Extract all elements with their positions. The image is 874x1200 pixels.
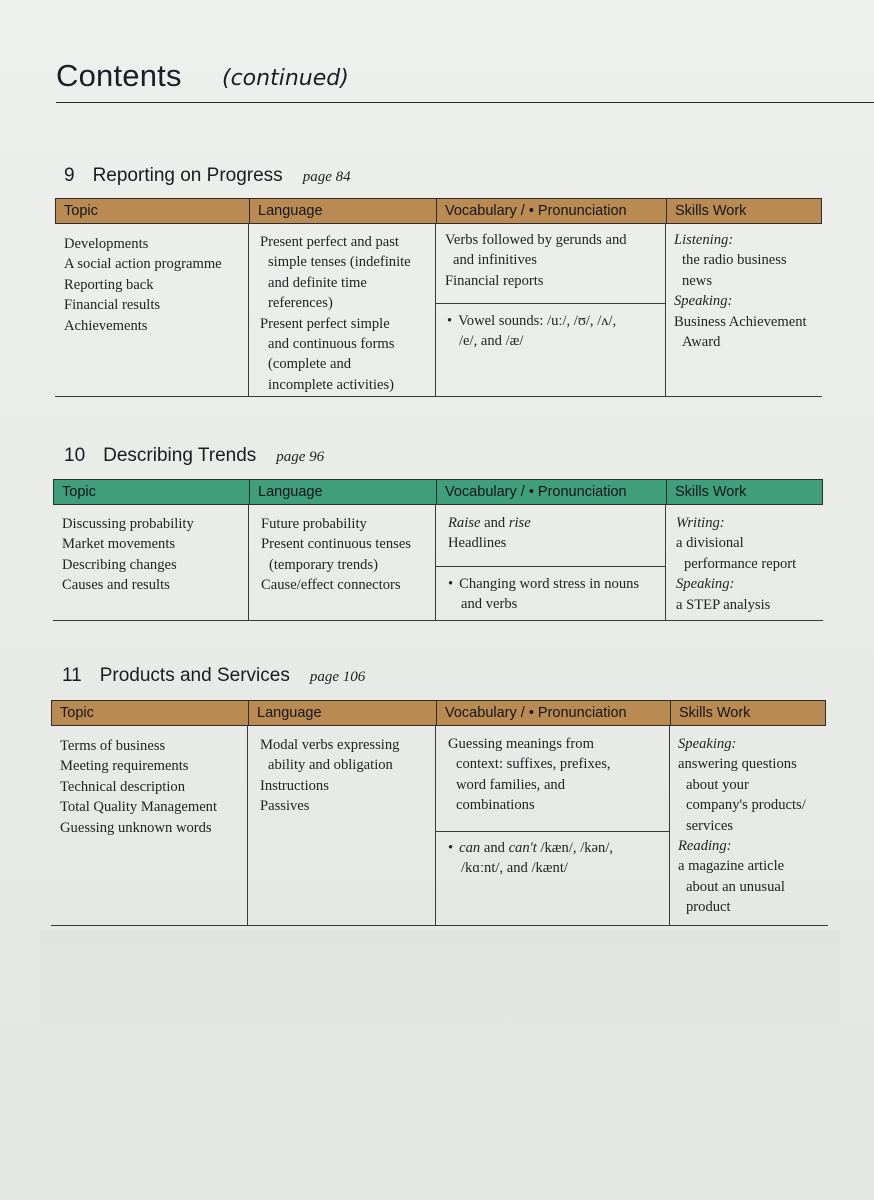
col-header-vocabulary: Vocabulary / • Pronunciation <box>437 480 667 504</box>
col-divider <box>435 726 436 925</box>
unit-number: 10 <box>64 445 86 466</box>
col-header-topic: Topic <box>54 480 250 504</box>
col-header-vocabulary: Vocabulary / • Pronunciation <box>437 701 671 725</box>
skills-cell: Speaking: answering questions about your company's products/ services Reading: a magazine article about an unusual product <box>678 736 806 916</box>
topic-cell: Developments A social action programme Reporting back Financial results Achievements <box>64 236 222 334</box>
table-header-bar <box>53 479 823 505</box>
skills-cell: Listening: the radio business news Speaking: Business Achievement Award <box>674 232 807 351</box>
unit-9-table <box>55 198 822 397</box>
col-divider <box>665 505 666 620</box>
language-cell: Future probability Present continuous tenses (temporary trends) Cause/effect connectors <box>261 516 411 594</box>
vocabulary-cell: Raise and rise Headlines <box>448 515 531 552</box>
col-header-skills: Skills Work <box>679 705 751 721</box>
table-header-bar <box>55 198 822 224</box>
col-divider <box>248 505 249 620</box>
unit-number: 11 <box>62 665 82 686</box>
unit-number: 9 <box>64 165 75 186</box>
pronunciation-cell: • can and can't /kæn/, /kən/, /kɑːnt/, and /kænt/ <box>448 838 613 879</box>
unit-page: page 106 <box>309 669 366 685</box>
vocab-pron-divider <box>435 566 665 567</box>
col-header-skills: Skills Work <box>675 203 747 219</box>
vocab-pron-divider <box>435 303 665 304</box>
vocabulary-cell: Guessing meanings from context: suffixes, prefixes, word families, and combinations <box>448 736 611 814</box>
unit-11-table <box>51 700 828 926</box>
unit-10-heading <box>64 445 324 475</box>
unit-page: page 96 <box>276 449 325 465</box>
bleed-through-shadow <box>40 930 840 1080</box>
page-subtitle: (continued) <box>222 66 349 91</box>
col-header-language: Language <box>250 480 437 504</box>
col-header-topic: Topic <box>56 199 250 223</box>
unit-10-table <box>53 479 823 621</box>
col-divider <box>669 726 670 925</box>
skills-cell: Writing: a divisional performance report Speaking: a STEP analysis <box>676 515 797 613</box>
unit-title: Reporting on Progress <box>92 165 283 186</box>
page-title: Contents <box>56 58 182 93</box>
unit-11-heading <box>62 665 365 695</box>
page-header <box>56 56 874 103</box>
vocabulary-cell: Verbs followed by gerunds and and infinitives Financial reports <box>445 232 627 289</box>
unit-9-heading <box>64 165 351 195</box>
col-header-vocabulary: Vocabulary / • Pronunciation <box>437 199 667 223</box>
unit-title: Describing Trends <box>103 445 257 466</box>
topic-cell: Discussing probability Market movements Describing changes Causes and results <box>62 516 194 594</box>
col-header-skills: Skills Work <box>675 484 747 500</box>
vocab-pron-divider <box>435 831 669 832</box>
col-divider <box>435 505 436 620</box>
unit-title: Products and Services <box>99 665 290 686</box>
col-header-language: Language <box>250 199 437 223</box>
language-cell: Present perfect and past simple tenses (indefinite and definite time references) Present perfect simple and continuous forms (complete and incomplete activities) <box>260 234 411 393</box>
topic-cell: Terms of business Meeting requirements Technical description Total Quality Management Guessing unknown words <box>60 738 218 836</box>
pronunciation-cell: • Changing word stress in nouns and verbs <box>448 574 639 615</box>
pronunciation-cell: • Vowel sounds: /uː/, /ʊ/, /ʌ/, /e/, and /æ/ <box>447 311 616 352</box>
table-header-bar <box>51 700 826 726</box>
col-divider <box>247 726 248 925</box>
col-divider <box>435 224 436 396</box>
col-header-topic: Topic <box>52 701 249 725</box>
language-cell: Modal verbs expressing ability and obligation Instructions Passives <box>260 737 400 815</box>
unit-page: page 84 <box>302 169 351 185</box>
col-divider <box>248 224 249 396</box>
col-divider <box>665 224 666 396</box>
col-header-language: Language <box>249 701 437 725</box>
